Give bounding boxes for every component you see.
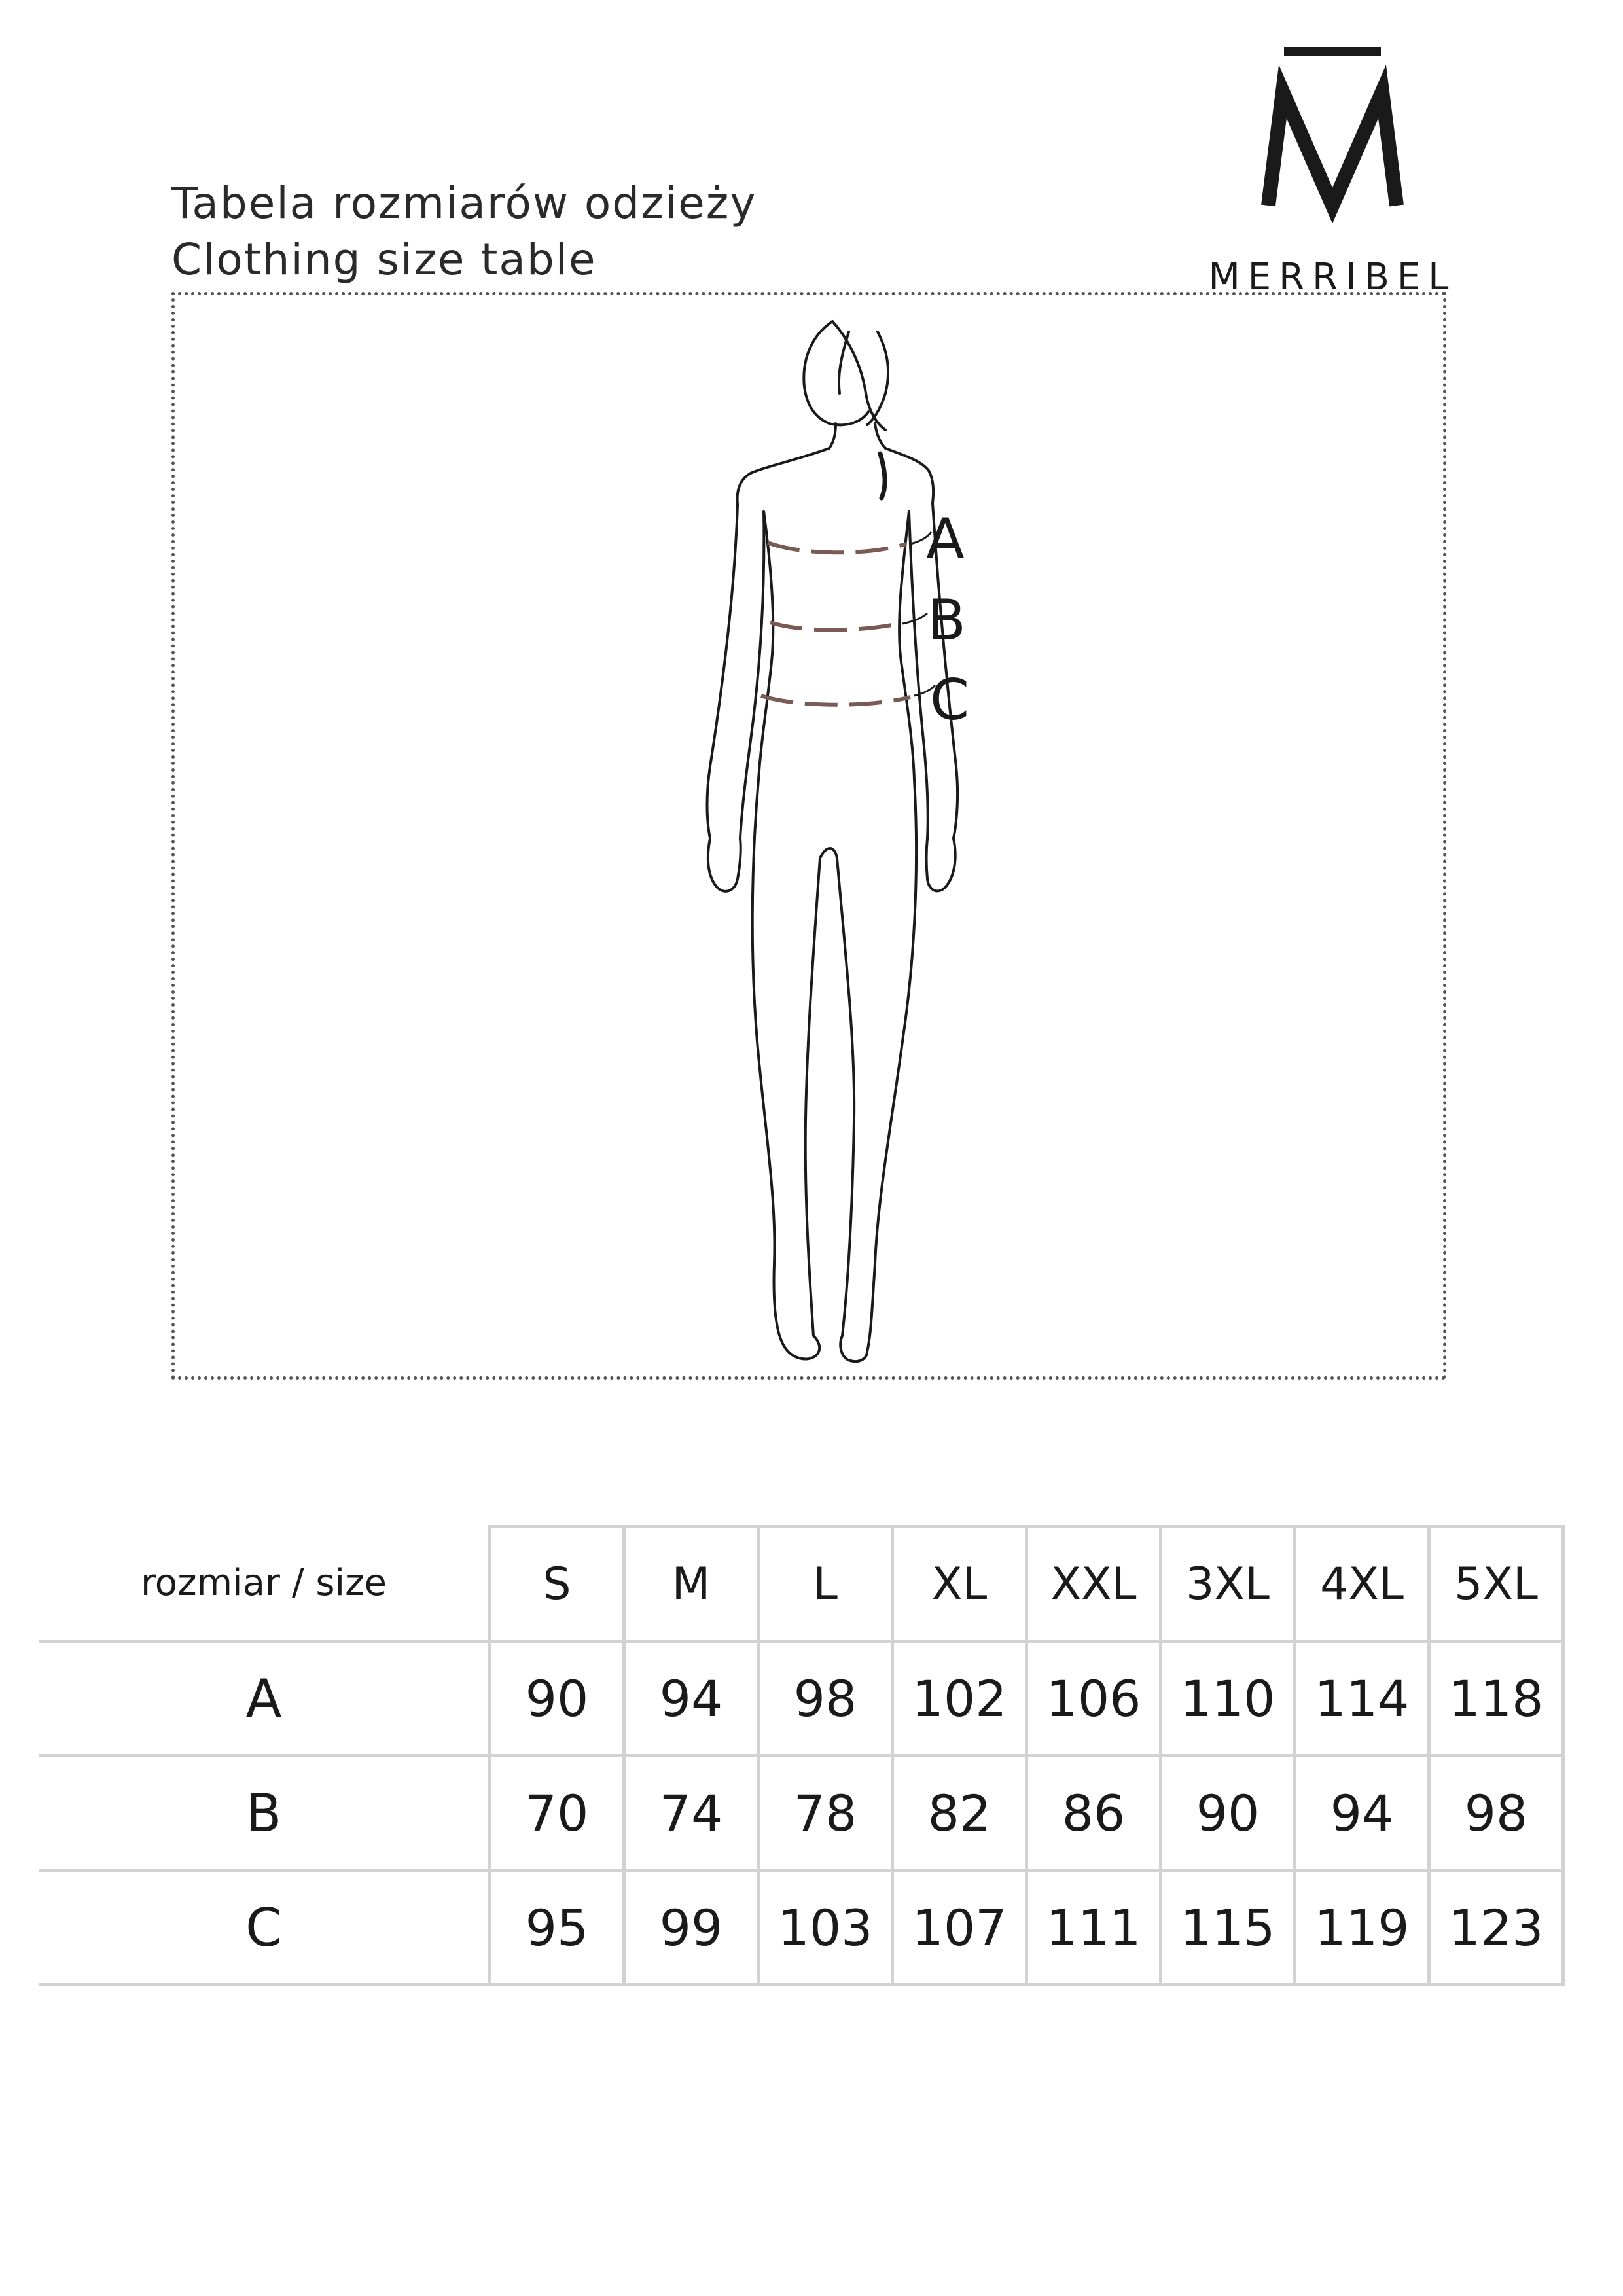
column-header: M xyxy=(624,1527,758,1641)
table-cell: 94 xyxy=(624,1641,758,1756)
table-cell: 86 xyxy=(1027,1756,1161,1871)
measure-label-a: A xyxy=(926,507,965,572)
table-cell: 119 xyxy=(1295,1871,1429,1985)
measure-label-b: B xyxy=(927,588,966,653)
measure-line-a xyxy=(768,543,906,552)
column-header: XXL xyxy=(1027,1527,1161,1641)
table-cell: 106 xyxy=(1027,1641,1161,1756)
table-row xyxy=(39,1871,1563,1985)
column-header: XL xyxy=(893,1527,1027,1641)
table-cell: 115 xyxy=(1161,1871,1295,1985)
table-cell: 95 xyxy=(490,1871,624,1985)
table-cell: 103 xyxy=(758,1871,893,1985)
title-polish: Tabela rozmiarów odzieży xyxy=(171,178,757,228)
column-header: 4XL xyxy=(1295,1527,1429,1641)
table-cell: 98 xyxy=(758,1641,893,1756)
table-cell: 98 xyxy=(1429,1756,1563,1871)
size-table xyxy=(39,1525,1565,1986)
column-header: L xyxy=(758,1527,893,1641)
row-label: A xyxy=(39,1641,490,1756)
table-cell: 111 xyxy=(1027,1871,1161,1985)
table-row xyxy=(39,1641,1563,1756)
logo-monogram-icon xyxy=(1203,45,1462,254)
row-label: B xyxy=(39,1756,490,1871)
table-cell: 82 xyxy=(893,1756,1027,1871)
measure-label-c: C xyxy=(930,668,970,733)
measure-line-b xyxy=(770,622,899,630)
column-header: S xyxy=(490,1527,624,1641)
table-cell: 123 xyxy=(1429,1871,1563,1985)
table-cell: 74 xyxy=(624,1756,758,1871)
column-header: 3XL xyxy=(1161,1527,1295,1641)
brand-logo xyxy=(1203,45,1462,298)
table-cell: 78 xyxy=(758,1756,893,1871)
header-label: rozmiar / size xyxy=(39,1527,490,1641)
title-english: Clothing size table xyxy=(171,234,597,285)
row-label: C xyxy=(39,1871,490,1985)
table-row xyxy=(39,1756,1563,1871)
table-cell: 110 xyxy=(1161,1641,1295,1756)
table-cell: 102 xyxy=(893,1641,1027,1756)
table-cell: 107 xyxy=(893,1871,1027,1985)
table-header-row xyxy=(39,1527,1563,1641)
table-cell: 90 xyxy=(1161,1756,1295,1871)
table-cell: 70 xyxy=(490,1756,624,1871)
logo-wordmark: MERRIBEL xyxy=(1208,256,1457,298)
table-cell: 114 xyxy=(1295,1641,1429,1756)
table-cell: 99 xyxy=(624,1871,758,1985)
female-figure-illustration xyxy=(175,295,1450,1383)
table-cell: 94 xyxy=(1295,1756,1429,1871)
page-title xyxy=(171,175,757,288)
table-cell: 90 xyxy=(490,1641,624,1756)
measure-line-c xyxy=(761,696,910,705)
table-cell: 118 xyxy=(1429,1641,1563,1756)
body-figure-frame xyxy=(171,292,1446,1380)
column-header: 5XL xyxy=(1429,1527,1563,1641)
